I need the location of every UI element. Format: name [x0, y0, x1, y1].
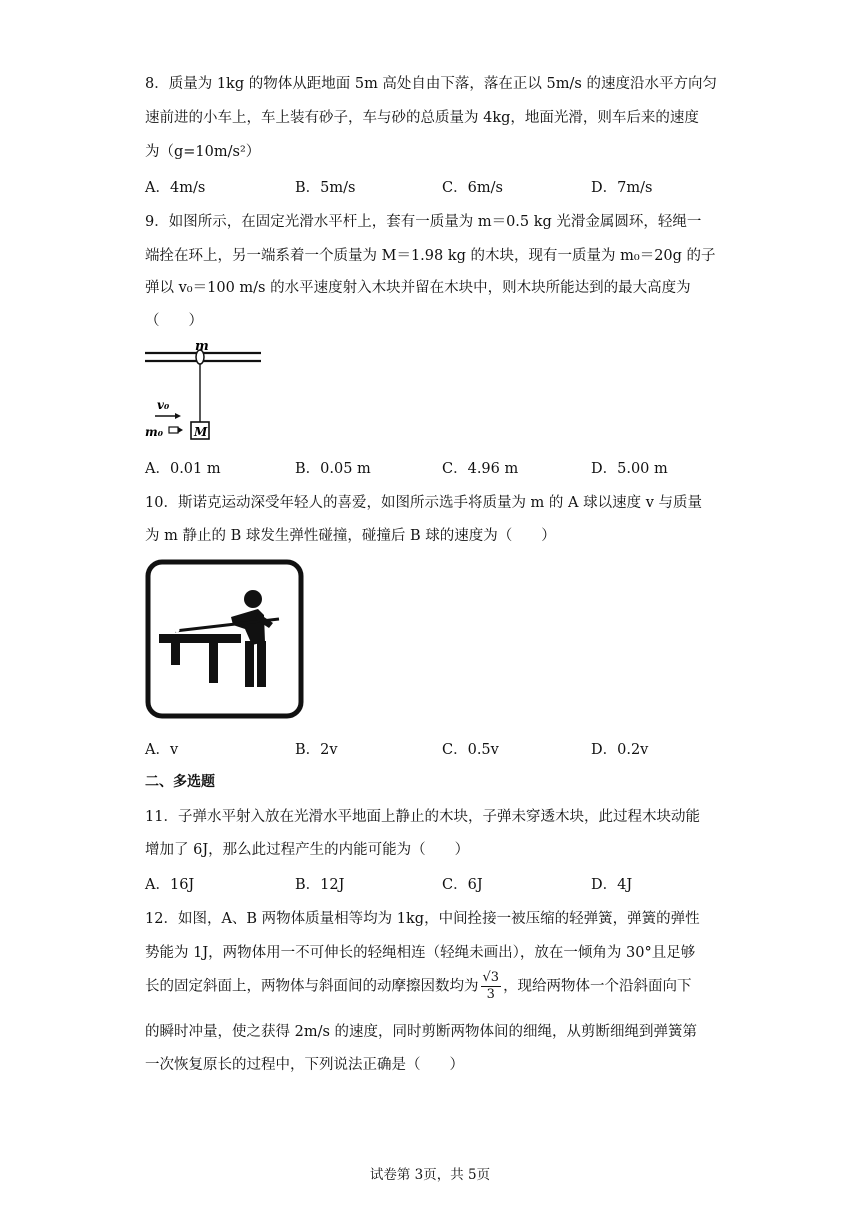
q11-option-a: A．16J	[145, 877, 195, 893]
q10-line-2: 为 m 静止的 B 球发生弹性碰撞，碰撞后 B 球的速度为（ ）	[145, 528, 556, 544]
player-head-icon	[244, 590, 262, 608]
q12-line-3-after: ，现给两物体一个沿斜面向下	[503, 978, 692, 995]
snooker-pictogram	[145, 559, 304, 719]
q9-option-d: D．5.00 m	[591, 461, 668, 477]
velocity-label: v₀	[157, 398, 170, 412]
fraction-numerator: √3	[482, 970, 500, 985]
q12-line-2: 势能为 1J，两物体用一不可伸长的轻绳相连（轻绳未画出），放在一倾角为 30°且足够	[145, 945, 696, 961]
q11-options	[145, 873, 745, 893]
q12-line-3-before: 长的固定斜面上，两物体与斜面间的动摩擦因数均为	[145, 978, 479, 995]
player-leg-left-icon	[245, 641, 254, 687]
q8-line-2: 速前进的小车上，车上装有砂子，车与砂的总质量为 4kg，地面光滑，则车后来的速度	[145, 110, 699, 126]
q12-line-1: 12．如图，A、B 两物体质量相等均为 1kg，中间拴接一被压缩的轻弹簧，弹簧的弹性	[145, 911, 700, 927]
cue-ball-icon	[175, 628, 180, 633]
bullet-body-icon	[169, 427, 178, 433]
q9-line-1: 9．如图所示，在固定光滑水平杆上，套有一质量为 m＝0.5 kg 光滑金属圆环，轻绳一	[145, 214, 702, 230]
q8-option-d: D．7m/s	[591, 180, 653, 196]
q11-option-c: C．6J	[442, 877, 483, 893]
q9-line-3: 弹以 v₀＝100 m/s 的水平速度射入木块并留在木块中，则木块所能达到的最大高度为	[145, 280, 691, 296]
q11-option-b: B．12J	[295, 877, 345, 893]
q11-line-2: 增加了 6J，那么此过程产生的内能可能为（ ）	[145, 842, 470, 858]
q9-line-2: 端拴在环上，另一端系着一个质量为 M＝1.98 kg 的木块，现有一质量为 m₀＝20g 的子	[145, 248, 716, 264]
table-leg-left-icon	[171, 643, 180, 665]
q8-line-3: 为（g=10m/s²）	[145, 144, 261, 160]
q8-line-1: 8．质量为 1kg 的物体从距地面 5m 高处自由下落，落在正以 5m/s 的速度沿水平方向匀	[145, 76, 717, 92]
block-label: M	[194, 425, 208, 439]
bullet-label: m₀	[145, 425, 163, 439]
q11-option-d: D．4J	[591, 877, 633, 893]
ring-block-diagram	[143, 336, 263, 444]
q10-options	[145, 738, 745, 758]
ring-label: m	[195, 339, 209, 354]
bullet-tip-icon	[178, 427, 183, 433]
q11-line-1: 11．子弹水平射入放在光滑水平地面上静止的木块，子弹未穿透木块，此过程木块动能	[145, 809, 700, 825]
q10-line-1: 10．斯诺克运动深受年轻人的喜爱，如图所示选手将质量为 m 的 A 球以速度 v 与质量	[145, 495, 703, 511]
friction-coefficient-fraction	[481, 970, 502, 1003]
q9-line-4: （ ）	[145, 313, 203, 329]
q9-options	[145, 457, 745, 477]
q8-option-a: A．4m/s	[145, 180, 206, 196]
q10-option-b: B．2v	[295, 742, 338, 758]
player-leg-right-icon	[257, 641, 266, 687]
table-top-icon	[159, 634, 241, 643]
q10-option-d: D．0.2v	[591, 742, 649, 758]
page-footer: 试卷第 3页，共 5页	[369, 1167, 491, 1183]
section-heading: 二、多选题	[145, 774, 215, 790]
fraction-denominator: 3	[486, 987, 495, 1002]
q9-option-a: A．0.01 m	[145, 461, 221, 477]
q8-option-b: B．5m/s	[295, 180, 356, 196]
q8-options	[145, 176, 745, 196]
q12-line-3	[145, 970, 692, 1003]
q9-option-c: C．4.96 m	[442, 461, 519, 477]
q12-line-4: 的瞬时冲量，使之获得 2m/s 的速度，同时剪断两物体间的细绳，从剪断细绳到弹簧第	[145, 1024, 698, 1040]
q8-option-c: C．6m/s	[442, 180, 503, 196]
q10-option-c: C．0.5v	[442, 742, 499, 758]
table-leg-right-icon	[209, 643, 218, 683]
q12-line-5: 一次恢复原长的过程中，下列说法正确是（ ）	[145, 1057, 464, 1073]
velocity-arrow-head-icon	[175, 413, 181, 419]
q10-option-a: A．v	[145, 742, 179, 758]
q9-option-b: B．0.05 m	[295, 461, 371, 477]
